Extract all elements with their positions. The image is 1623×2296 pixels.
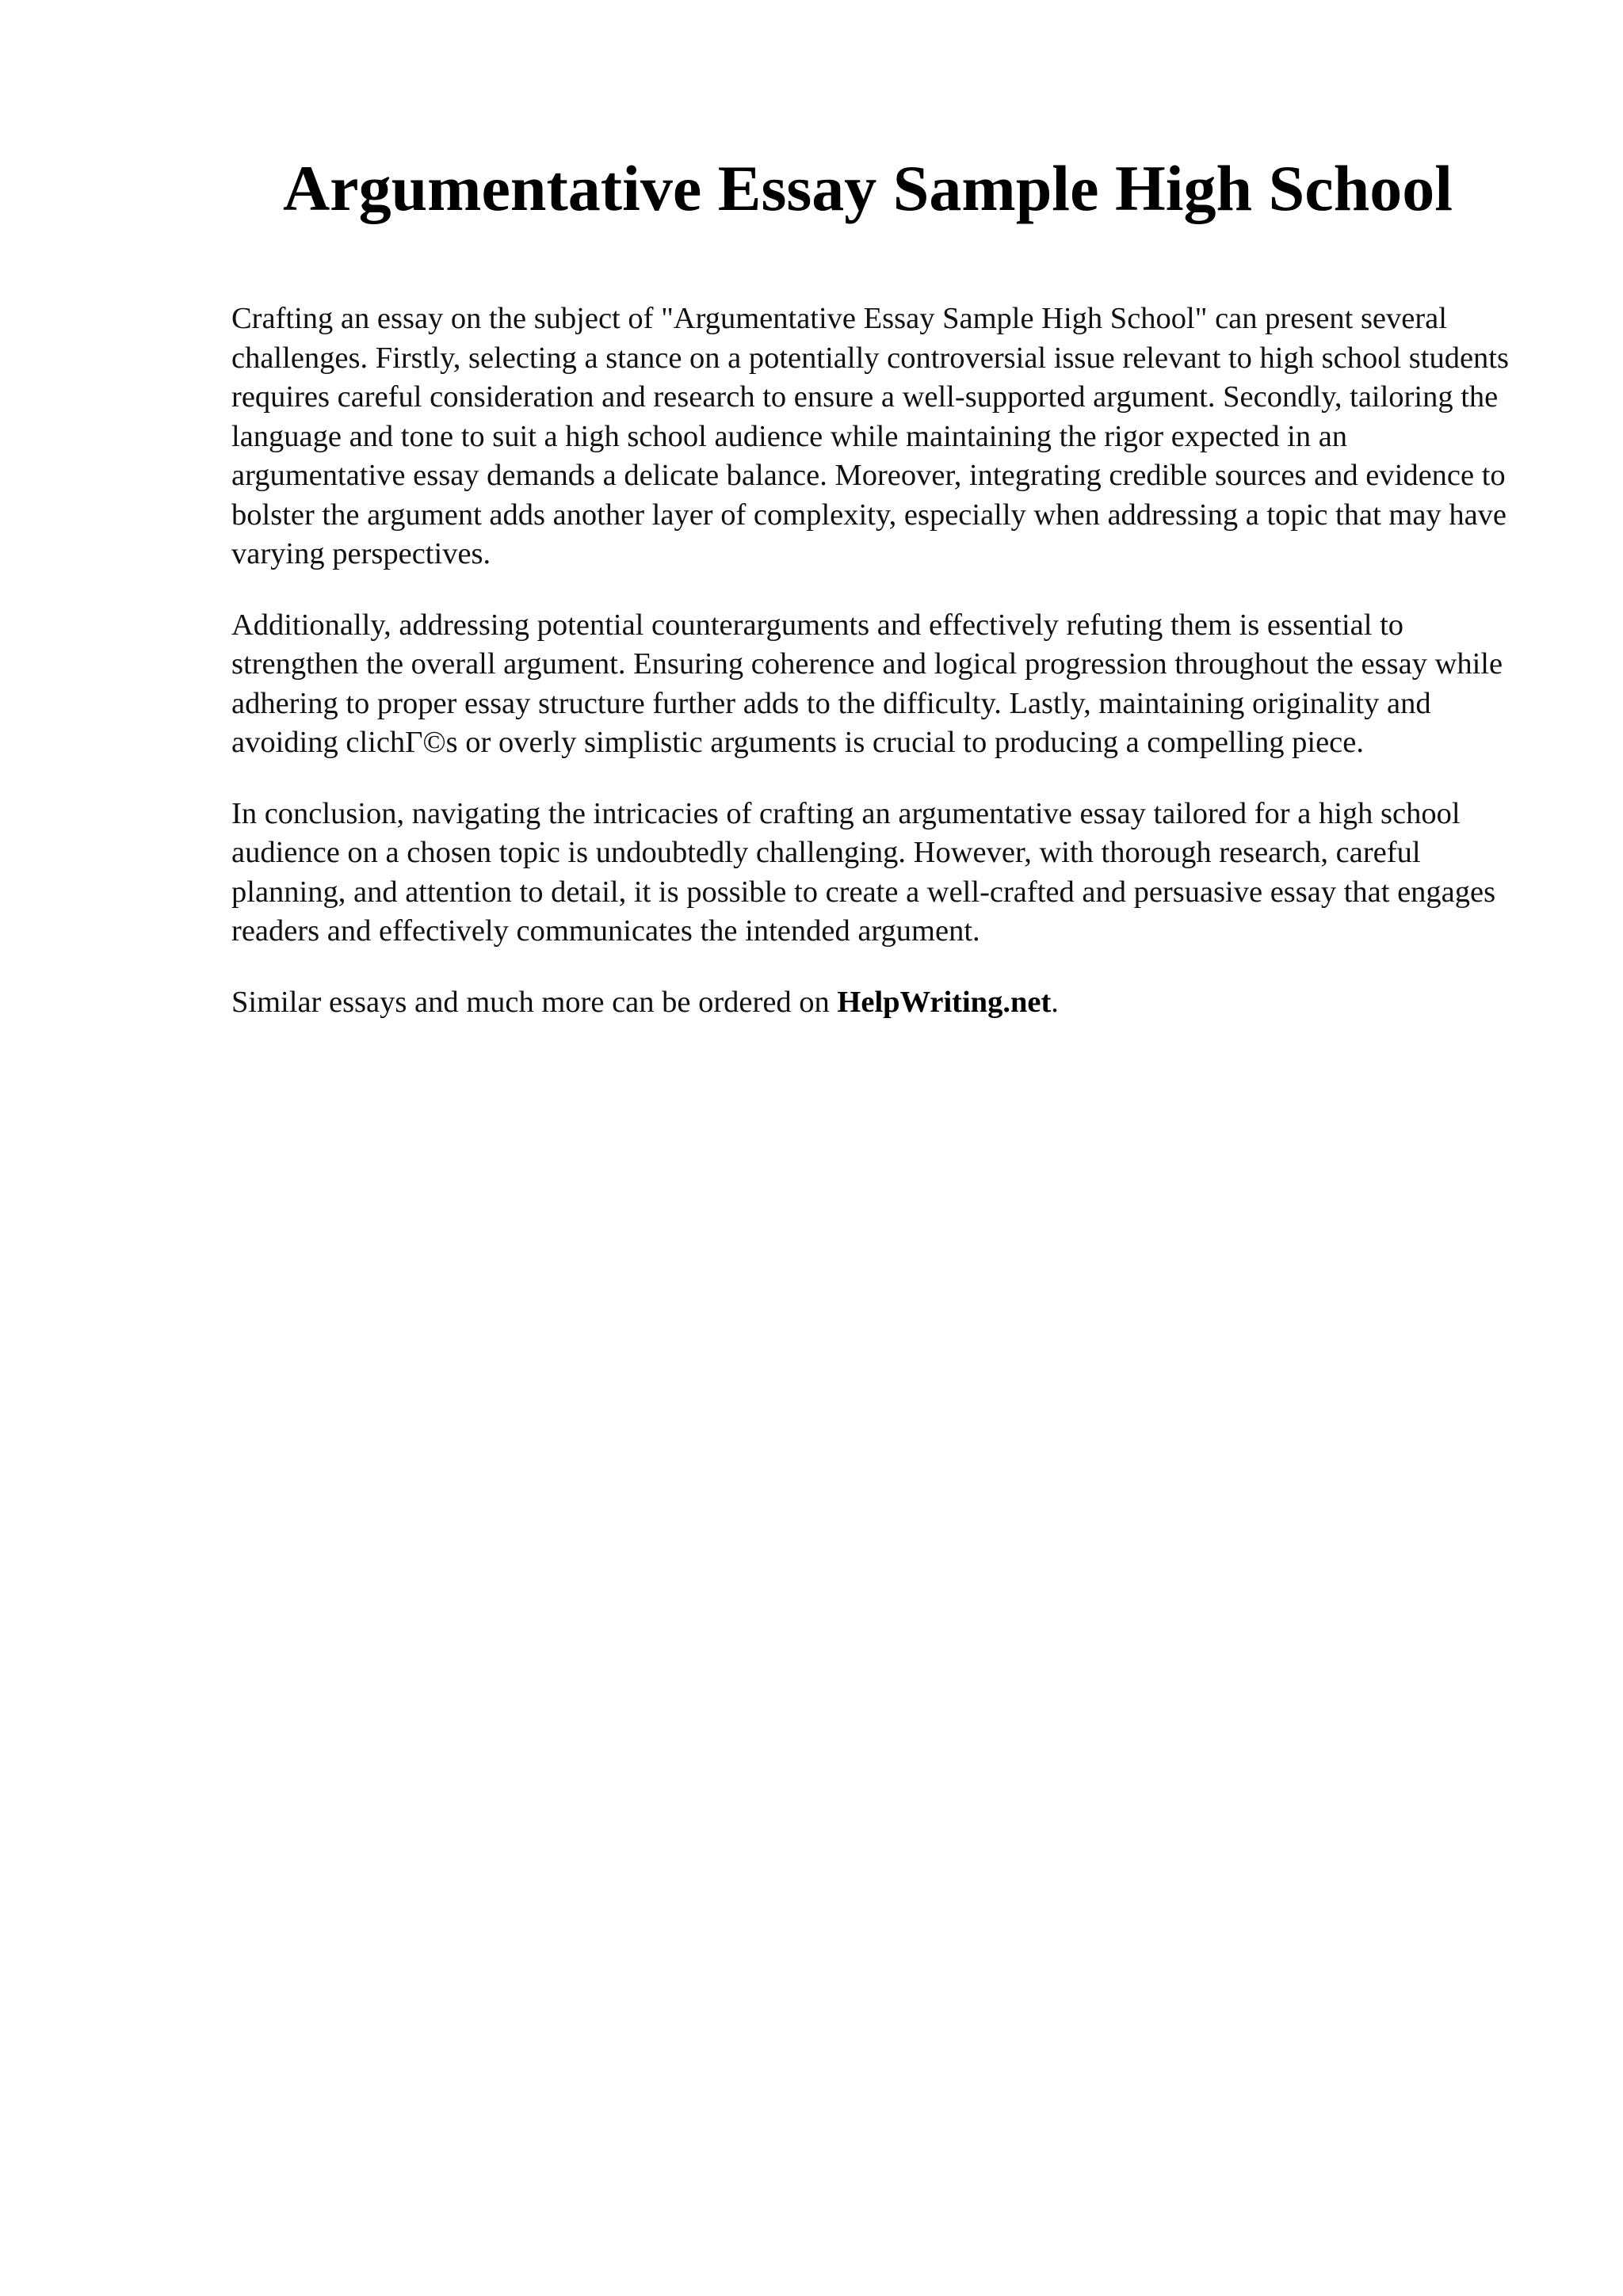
paragraph-intro: Crafting an essay on the subject of "Argumentative Essay Sample High School" can present several challenges. Firstly, selecting a stance on a potentially controversial issue relevant to high school students requires careful consideration and research to ensure a well-supported argument. Secondly, tailoring the language and tone to suit a high school audience while maintaining the rigor expected in an argumentative essay demands a delicate balance. Moreover, integrating credible sources and evidence to bolster the argument adds another layer of complexity, especially when addressing a topic that may have varying perspectives.	[231, 302, 1509, 570]
paragraph-counterarguments: Additionally, addressing potential counterarguments and effectively refuting them is essential to strengthen the overall argument. Ensuring coherence and logical progression throughout the essay while adhering to proper essay structure further adds to the difficulty. Lastly, maintaining originality and avoiding clichΓ©s or overly simplistic arguments is crucial to producing a compelling piece.	[231, 608, 1503, 759]
closing-suffix: .	[1051, 985, 1059, 1019]
document-body	[231, 299, 1515, 1054]
brand-name: HelpWriting.net	[837, 985, 1052, 1019]
closing-prefix: Similar essays and much more can be ordered on	[231, 985, 838, 1019]
paragraph-conclusion: In conclusion, navigating the intricacies of crafting an argumentative essay tailored for a high school audience on a chosen topic is undoubtedly challenging. However, with thorough research, careful planning, and attention to detail, it is possible to create a well-crafted and persuasive essay that engages readers and effectively communicates the intended argument.	[231, 796, 1496, 948]
document-title: Argumentative Essay Sample High School	[282, 152, 1453, 224]
closing-line	[231, 983, 1515, 1023]
